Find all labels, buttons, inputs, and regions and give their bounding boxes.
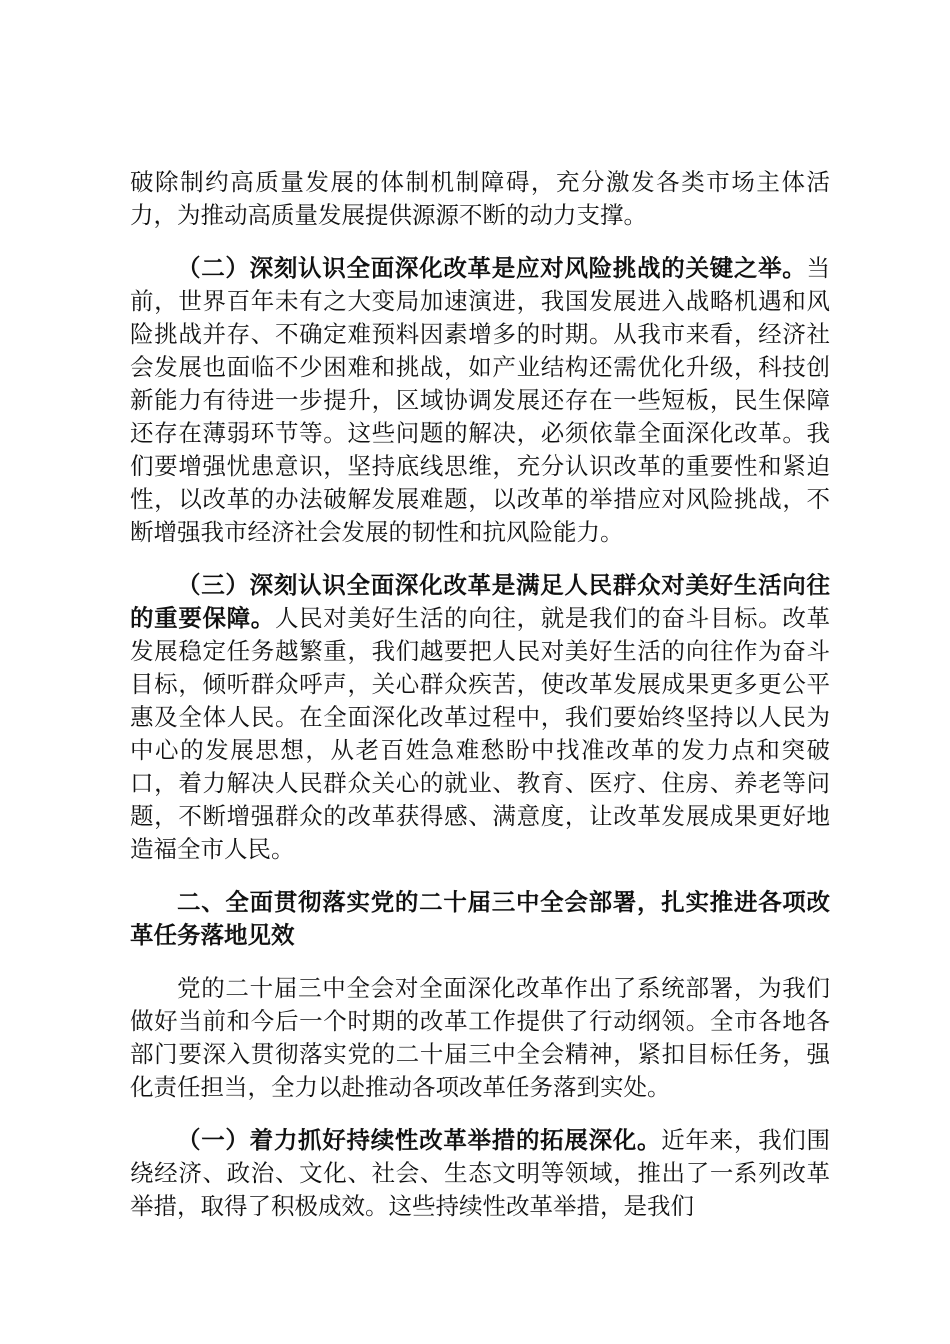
paragraph-text: 人民对美好生活的向往，就是我们的奋斗目标。改革发展稳定任务越繁重，我们越要把人民对美好生活的向往作为奋斗目标，倾听群众呼声，关心群众疾苦，使改革发展成果更多更公平惠及全体人民。在全面深化改革过程中，我们要始终坚持以人民为中心的发展思想，从老百姓急难愁盼中找准改革的发力点和突破口，着力解决人民群众关心的就业、教育、医疗、住房、养老等问题，不断增强群众的改革获得感、满意度，让改革发展成果更好地造福全市人民。 — [130, 604, 831, 863]
paragraph-continuation — [130, 166, 830, 232]
document-page — [130, 166, 830, 1243]
paragraph-text: 党的二十届三中全会对全面深化改革作出了系统部署，为我们做好当前和今后一个时期的改革工作提供了行动纲领。全市各地各部门要深入贯彻落实党的二十届三中全会精神，紧扣目标任务，强化责任担当，全力以赴推动各项改革任务落到实处。 — [130, 974, 830, 1101]
paragraph-risk-challenges — [130, 252, 830, 549]
paragraph-text: 破除制约高质量发展的体制机制障碍，充分激发各类市场主体活力，为推动高质量发展提供源源不断的动力支撑。 — [130, 168, 830, 229]
paragraph-ongoing-reforms — [130, 1124, 830, 1223]
paragraph-intro — [130, 972, 830, 1104]
paragraph-people-wellbeing — [130, 569, 830, 866]
section-lead: （一）着力抓好持续性改革举措的拓展深化。 — [177, 1126, 662, 1154]
section-heading: 二、全面贯彻落实党的二十届三中全会部署，扎实推进各项改革任务落地见效 — [130, 888, 830, 949]
paragraph-text: 近年来，我们围绕经济、政治、文化、社会、生态文明等领域，推出了一系列改革举措，取得了积极成效。这些持续性改革举措，是我们 — [130, 1126, 831, 1220]
paragraph-text: 当前，世界百年未有之大变局加速演进，我国发展进入战略机遇和风险挑战并存、不确定难预料因素增多的时期。从我市来看，经济社会发展也面临不少困难和挑战，如产业结构还需优化升级，科技创新能力有待进一步提升，区域协调发展还存在一些短板，民生保障还存在薄弱环节等。这些问题的解决，必须依靠全面深化改革。我们要增强忧患意识，坚持底线思维，充分认识改革的重要性和紧迫性，以改革的办法破解发展难题，以改革的举措应对风险挑战，不断增强我市经济社会发展的韧性和抗风险能力。 — [130, 254, 830, 546]
section-lead: （二）深刻认识全面深化改革是应对风险挑战的关键之举。 — [177, 254, 807, 282]
section-lead: （三）深刻认识全面深化改革是满足人民群众对美好生活向往的重要保障。 — [130, 571, 830, 632]
